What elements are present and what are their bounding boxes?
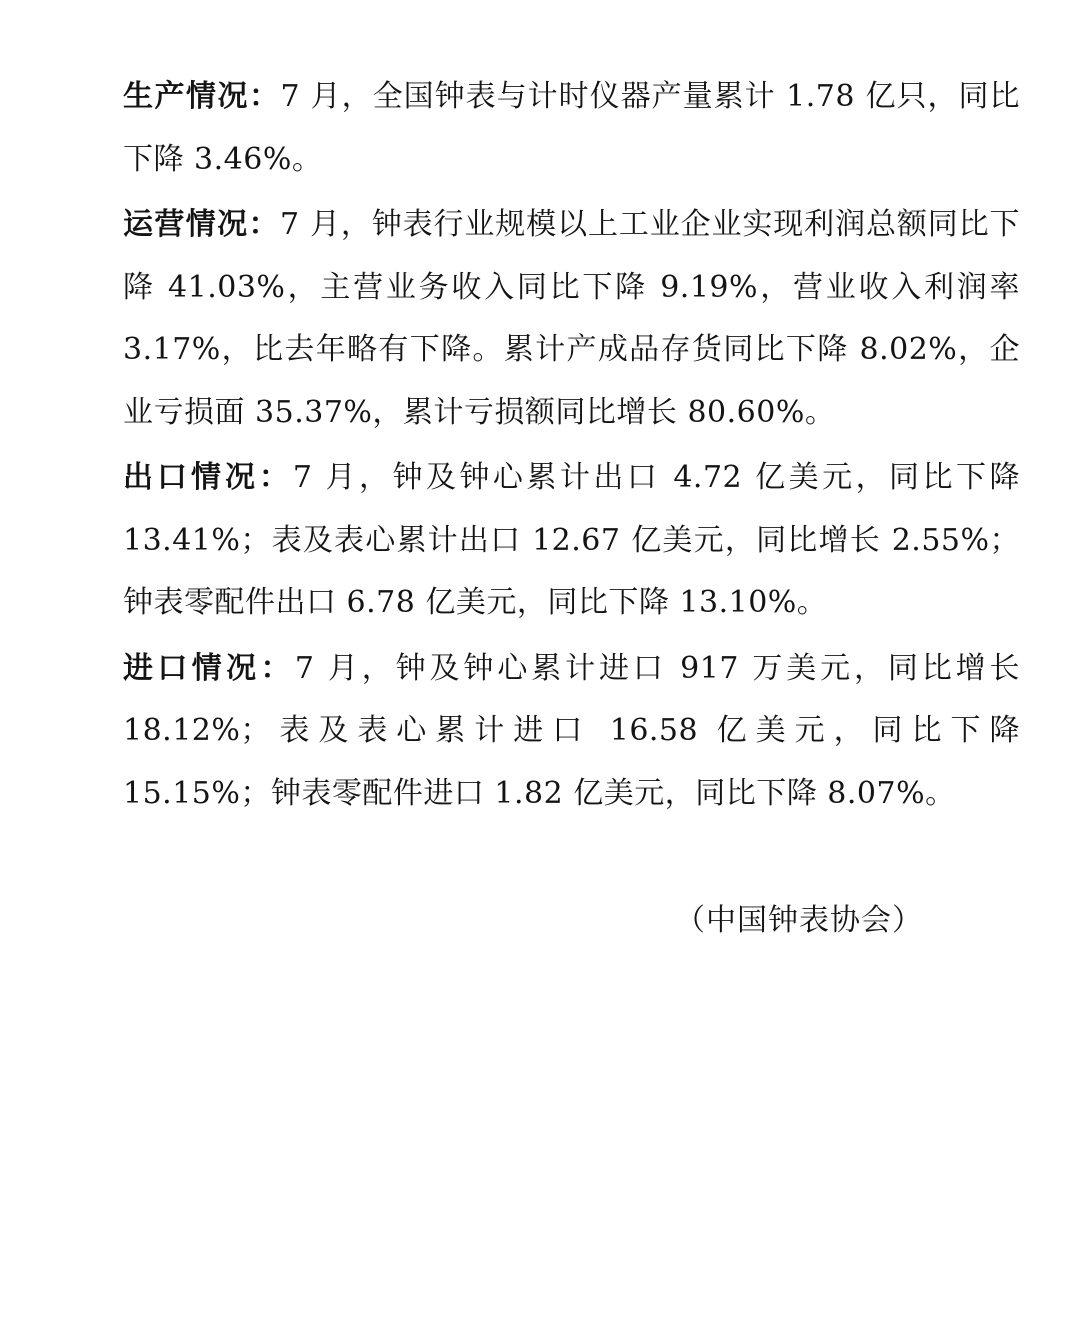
- section-exports: [123, 447, 1020, 635]
- section-text-imports: 7 月，钟及钟心累计进口 917 万美元，同比增长 18.12%；表及表心累计进口 16.58 亿美元，同比下降 15.15%；钟表零配件进口 1.82 亿美元，同比下降 8.07%。: [123, 650, 1020, 811]
- section-operations: [123, 194, 1020, 444]
- section-production: [123, 66, 1020, 191]
- section-heading-operations: 运营情况：: [123, 207, 280, 242]
- document-body: [123, 66, 1020, 828]
- section-imports: [123, 638, 1020, 826]
- section-heading-exports: 出口情况：: [123, 460, 293, 495]
- section-text-production: 7 月，全国钟表与计时仪器产量累计 1.78 亿只，同比下降 3.46%。: [123, 79, 1020, 177]
- source-signature: （中国钟表协会）: [675, 903, 923, 938]
- section-text-operations: 7 月，钟表行业规模以上工业企业实现利润总额同比下降 41.03%，主营业务收入同比下降 9.19%，营业收入利润率 3.17%，比去年略有下降。累计产成品存货同比下降 8.02%，企业亏损面 35.37%，累计亏损额同比增长 80.60%。: [123, 207, 1021, 430]
- section-text-exports: 7 月，钟及钟心累计出口 4.72 亿美元，同比下降 13.41%；表及表心累计出口 12.67 亿美元，同比增长 2.55%；钟表零配件出口 6.78 亿美元，同比下降 13.10%。: [123, 460, 1020, 620]
- section-heading-imports: 进口情况：: [123, 650, 295, 686]
- section-heading-production: 生产情况：: [123, 79, 281, 114]
